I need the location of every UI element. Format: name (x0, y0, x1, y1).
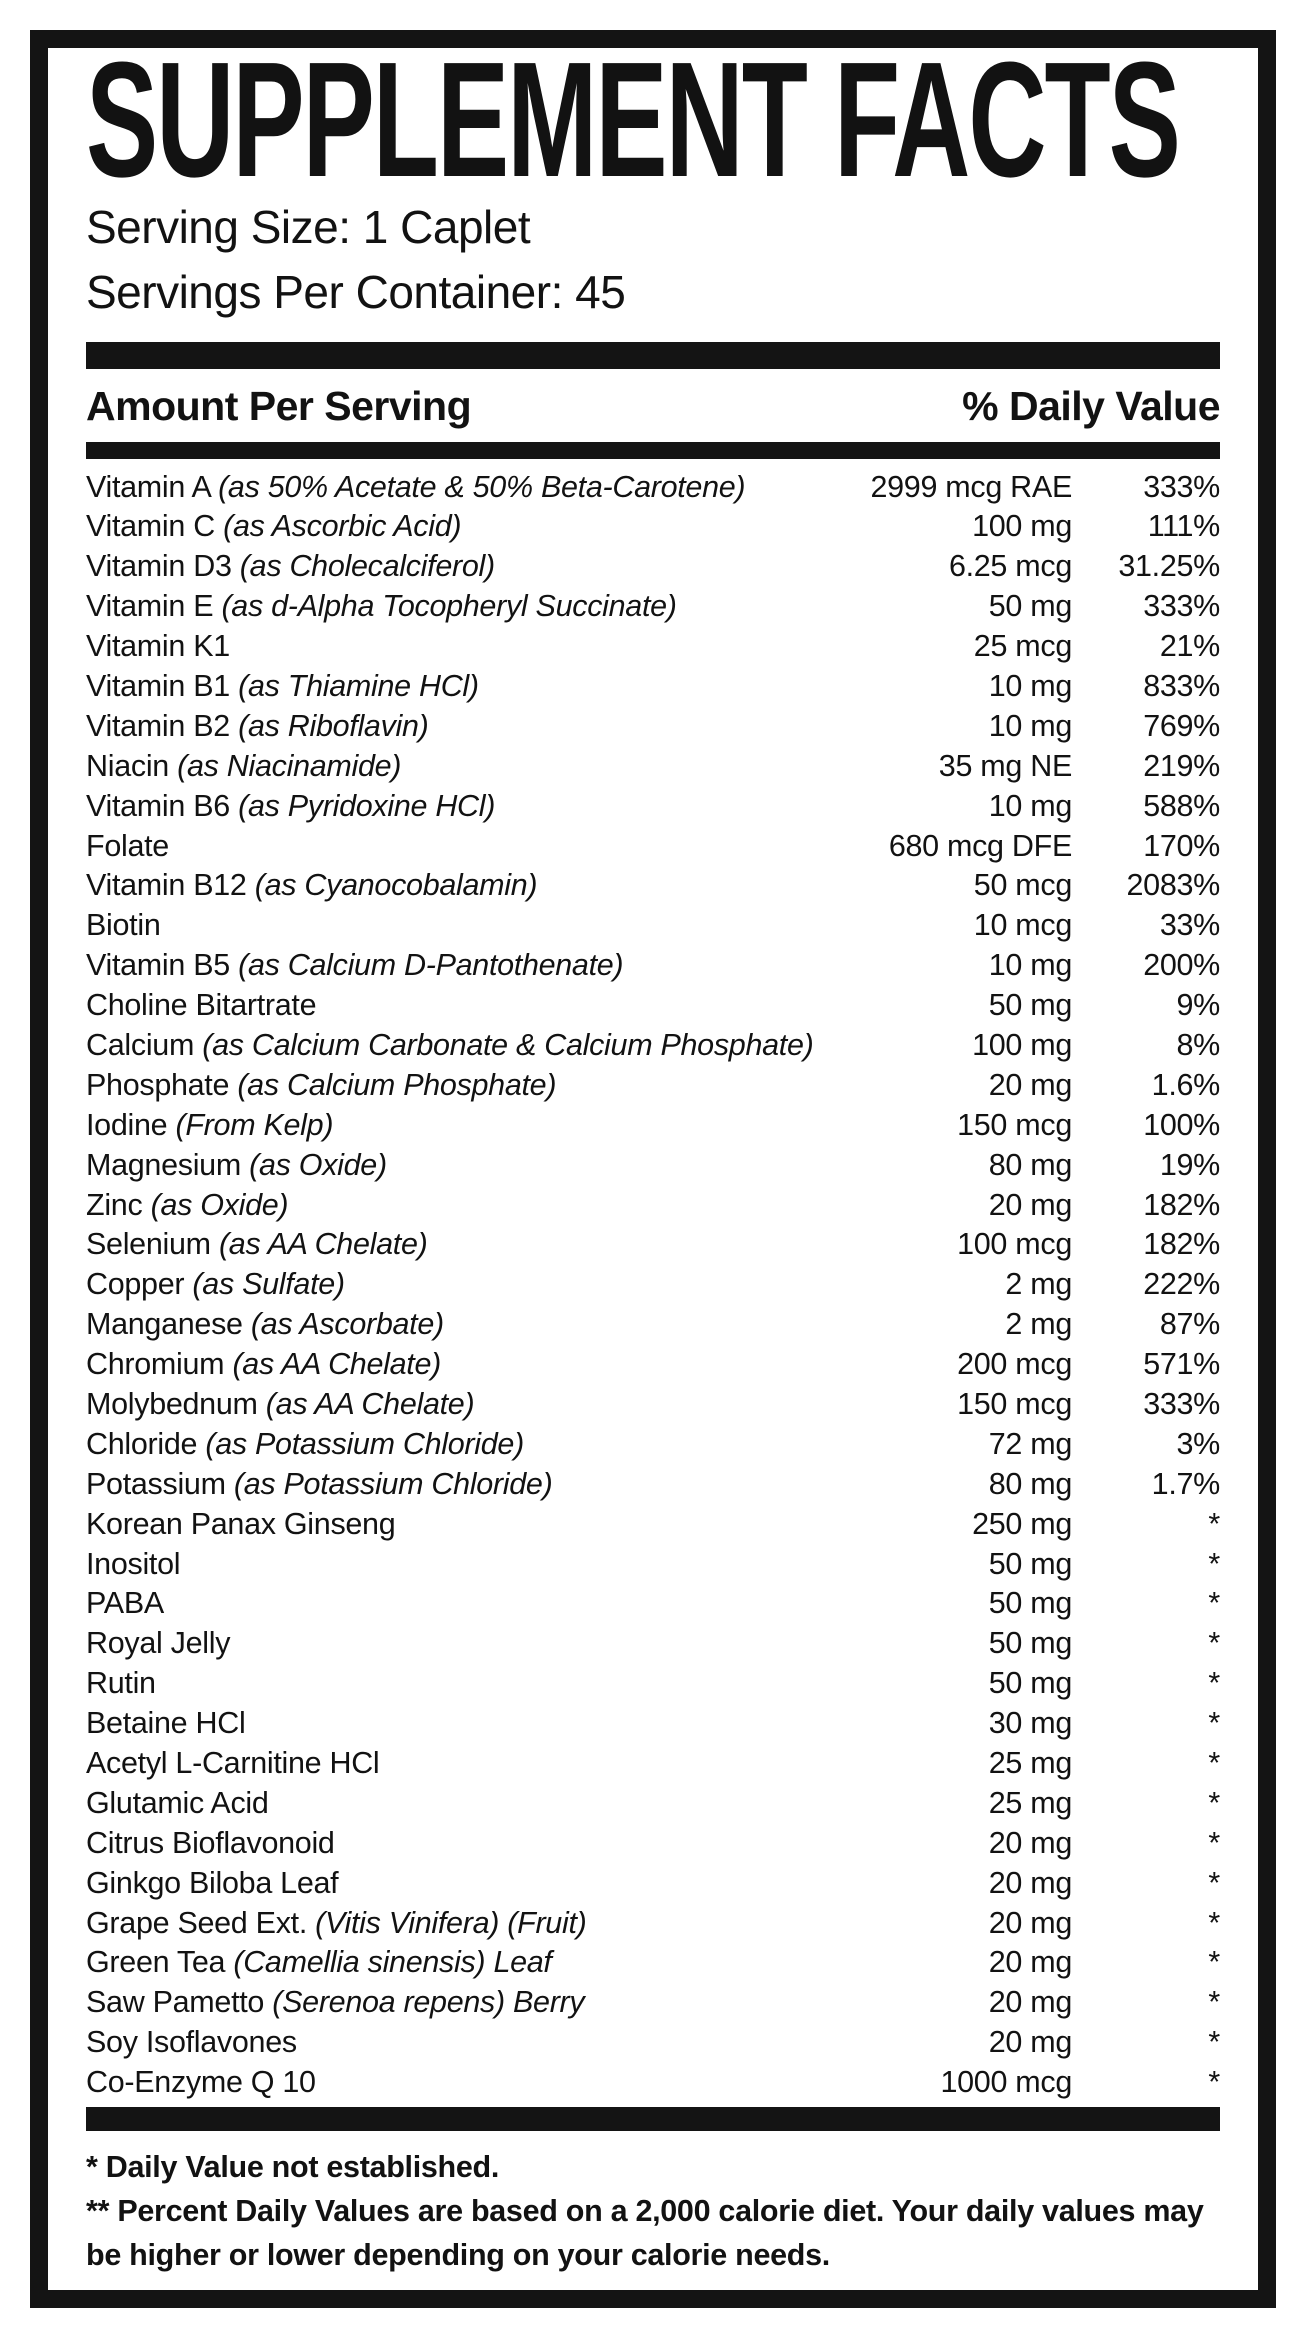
ingredient-name: Potassium (as Potassium Chloride) (86, 1466, 553, 1501)
ingredient-name: Vitamin B12 (as Cyanocobalamin) (86, 868, 538, 903)
ingredient-amount: 680 mcg DFE (888, 828, 1072, 863)
ingredient-daily-value: 31.25% (1118, 549, 1220, 584)
table-row (86, 906, 1220, 946)
ingredient-daily-value: * (1208, 2065, 1220, 2100)
table-row (86, 1624, 1220, 1664)
ingredient-amount: 10 mcg (973, 908, 1072, 943)
table-row (86, 587, 1220, 627)
ingredient-daily-value: 100% (1143, 1107, 1220, 1142)
ingredient-amount: 50 mg (988, 988, 1072, 1023)
table-row (86, 2063, 1220, 2103)
ingredient-amount: 2 mg (1005, 1307, 1072, 1342)
ingredient-amount: 2 mg (1005, 1267, 1072, 1302)
divider-bar-header (86, 442, 1220, 459)
ingredient-amount: 25 mcg (973, 629, 1072, 664)
ingredient-daily-value: * (1208, 1865, 1220, 1900)
footnote-percent-daily-values: ** Percent Daily Values are based on a 2,000 calorie diet. Your daily values may be higher or lower depending on your calorie needs. (86, 2193, 1204, 2273)
table-row (86, 1464, 1220, 1504)
ingredient-amount: 50 mg (988, 589, 1072, 624)
ingredient-amount: 20 mg (988, 1905, 1072, 1940)
ingredient-name: Glutamic Acid (86, 1785, 269, 1820)
ingredient-name: Copper (as Sulfate) (86, 1267, 345, 1302)
table-row (86, 1504, 1220, 1544)
ingredient-amount: 50 mg (988, 1666, 1072, 1701)
daily-value-header: % Daily Value (962, 383, 1220, 430)
ingredient-name: Acetyl L-Carnitine HCl (86, 1746, 380, 1780)
ingredient-amount: 6.25 mcg (948, 549, 1072, 584)
ingredient-amount: 25 mg (988, 1746, 1072, 1780)
ingredient-name: Korean Panax Ginseng (86, 1506, 396, 1541)
table-row (86, 1903, 1220, 1943)
ingredient-amount: 80 mg (988, 1466, 1072, 1501)
ingredient-amount: 20 mg (988, 2025, 1072, 2060)
table-row (86, 1424, 1220, 1464)
ingredient-name: Choline Bitartrate (86, 988, 317, 1023)
ingredient-amount: 20 mg (988, 1067, 1072, 1102)
table-row (86, 1744, 1220, 1784)
ingredient-amount: 20 mg (988, 1985, 1072, 2020)
page-title: SUPPLEMENT FACTS (86, 30, 1179, 211)
ingredient-name: Vitamin D3 (as Cholecalciferol) (86, 549, 495, 584)
ingredient-name: Betaine HCl (86, 1706, 246, 1741)
ingredient-amount: 100 mg (972, 1027, 1072, 1062)
ingredient-amount: 80 mg (988, 1147, 1072, 1182)
table-row (86, 1265, 1220, 1305)
ingredient-name: Folate (86, 828, 169, 863)
ingredient-daily-value: 333% (1143, 589, 1220, 624)
ingredient-amount: 25 mg (988, 1785, 1072, 1820)
ingredient-daily-value: * (1208, 1905, 1220, 1940)
ingredient-name: Biotin (86, 908, 161, 943)
ingredient-name: Iodine (From Kelp) (86, 1107, 334, 1142)
ingredient-name: Grape Seed Ext. (Vitis Vinifera) (Fruit) (86, 1905, 587, 1940)
ingredient-daily-value: * (1208, 1546, 1220, 1581)
ingredient-daily-value: 1.6% (1151, 1067, 1220, 1102)
table-row (86, 826, 1220, 866)
ingredient-daily-value: * (1208, 1626, 1220, 1661)
ingredient-daily-value: 19% (1159, 1147, 1220, 1182)
ingredient-amount: 20 mg (988, 1945, 1072, 1980)
table-row (86, 1065, 1220, 1105)
ingredient-name: Selenium (as AA Chelate) (86, 1227, 428, 1262)
ingredient-daily-value: 170% (1143, 828, 1220, 863)
ingredient-amount: 72 mg (988, 1426, 1072, 1461)
facts-table (86, 459, 1220, 2103)
table-row (86, 1983, 1220, 2023)
ingredient-daily-value: * (1208, 1506, 1220, 1541)
table-row (86, 866, 1220, 906)
ingredient-name: Co-Enzyme Q 10 (86, 2065, 316, 2100)
table-row (86, 1225, 1220, 1265)
ingredient-amount: 10 mg (988, 948, 1072, 983)
ingredient-daily-value: 3% (1176, 1426, 1220, 1461)
ingredient-name: Vitamin A (as 50% Acetate & 50% Beta-Carotene) (86, 469, 746, 504)
ingredient-daily-value: * (1208, 1985, 1220, 2020)
ingredient-daily-value: 87% (1159, 1307, 1220, 1342)
ingredient-amount: 150 mcg (957, 1386, 1072, 1421)
table-row (86, 2023, 1220, 2063)
ingredient-amount: 200 mcg (957, 1347, 1072, 1382)
ingredient-daily-value: 571% (1143, 1347, 1220, 1382)
ingredient-name: PABA (86, 1586, 164, 1621)
ingredient-daily-value: * (1208, 1785, 1220, 1820)
ingredient-name: Molybednum (as AA Chelate) (86, 1386, 475, 1421)
ingredient-daily-value: * (1208, 2025, 1220, 2060)
table-row (86, 986, 1220, 1026)
ingredient-name: Vitamin B6 (as Pyridoxine HCl) (86, 788, 496, 823)
ingredient-amount: 100 mcg (957, 1227, 1072, 1262)
ingredient-daily-value: 21% (1159, 629, 1220, 664)
ingredient-amount: 50 mcg (973, 868, 1072, 903)
ingredient-name: Inositol (86, 1546, 181, 1581)
ingredient-name: Soy Isoflavones (86, 2025, 297, 2060)
table-row (86, 547, 1220, 587)
ingredient-amount: 100 mg (972, 509, 1072, 544)
table-row (86, 1385, 1220, 1425)
ingredient-amount: 20 mg (988, 1865, 1072, 1900)
ingredient-name: Calcium (as Calcium Carbonate & Calcium Phosphate) (86, 1027, 814, 1062)
table-row (86, 1544, 1220, 1584)
table-row (86, 1584, 1220, 1624)
table-row (86, 1026, 1220, 1066)
ingredient-daily-value: 333% (1143, 1386, 1220, 1421)
ingredient-name: Chloride (as Potassium Chloride) (86, 1426, 524, 1461)
table-row (86, 1783, 1220, 1823)
ingredient-daily-value: 2083% (1126, 868, 1220, 903)
ingredient-name: Rutin (86, 1666, 156, 1701)
ingredient-daily-value: 33% (1159, 908, 1220, 943)
ingredient-name: Ginkgo Biloba Leaf (86, 1865, 339, 1900)
ingredient-amount: 50 mg (988, 1626, 1072, 1661)
ingredient-amount: 150 mcg (957, 1107, 1072, 1142)
table-row (86, 1145, 1220, 1185)
table-row (86, 1943, 1220, 1983)
footnote-daily-value: * Daily Value not established. (86, 2149, 500, 2184)
table-row (86, 1305, 1220, 1345)
ingredient-name: Magnesium (as Oxide) (86, 1147, 387, 1182)
ingredient-daily-value: 111% (1147, 509, 1220, 544)
ingredient-name: Royal Jelly (86, 1626, 231, 1661)
ingredient-amount: 2999 mcg RAE (870, 469, 1072, 504)
servings-per-container-text: Servings Per Container: 45 (86, 266, 626, 319)
ingredient-daily-value: 182% (1143, 1227, 1220, 1262)
ingredient-amount: 50 mg (988, 1546, 1072, 1581)
ingredient-name: Chromium (as AA Chelate) (86, 1347, 441, 1382)
ingredient-daily-value: 8% (1176, 1027, 1220, 1062)
ingredient-name: Vitamin C (as Ascorbic Acid) (86, 509, 462, 544)
table-row (86, 946, 1220, 986)
ingredient-daily-value: 222% (1143, 1267, 1220, 1302)
ingredient-daily-value: * (1208, 1746, 1220, 1780)
ingredient-daily-value: 200% (1143, 948, 1220, 983)
ingredient-name: Phosphate (as Calcium Phosphate) (86, 1067, 557, 1102)
divider-bar-bottom (86, 2107, 1220, 2131)
table-row (86, 1345, 1220, 1385)
table-row (86, 1823, 1220, 1863)
table-row (86, 1664, 1220, 1704)
ingredient-amount: 10 mg (988, 668, 1072, 703)
ingredient-daily-value: 333% (1143, 469, 1220, 504)
ingredient-daily-value: * (1208, 1666, 1220, 1701)
ingredient-name: Green Tea (Camellia sinensis) Leaf (86, 1945, 552, 1980)
table-row (86, 786, 1220, 826)
amount-per-serving-header: Amount Per Serving (86, 383, 472, 430)
serving-info (86, 198, 1220, 322)
ingredient-daily-value: * (1208, 1586, 1220, 1621)
ingredient-name: Zinc (as Oxide) (86, 1187, 289, 1222)
ingredient-name: Citrus Bioflavonoid (86, 1825, 335, 1860)
table-row (86, 667, 1220, 707)
ingredient-daily-value: 219% (1143, 748, 1220, 783)
ingredient-name: Niacin (as Niacinamide) (86, 748, 402, 783)
divider-bar-top (86, 342, 1220, 369)
ingredient-amount: 250 mg (972, 1506, 1072, 1541)
ingredient-daily-value: 1.7% (1151, 1466, 1220, 1501)
ingredient-daily-value: 588% (1143, 788, 1220, 823)
ingredient-amount: 30 mg (988, 1706, 1072, 1741)
table-row (86, 467, 1220, 507)
ingredient-daily-value: * (1208, 1706, 1220, 1741)
table-row (86, 1185, 1220, 1225)
ingredient-amount: 50 mg (988, 1586, 1072, 1621)
table-row (86, 627, 1220, 667)
ingredient-daily-value: * (1208, 1825, 1220, 1860)
table-row (86, 1863, 1220, 1903)
ingredient-name: Vitamin B5 (as Calcium D-Pantothenate) (86, 948, 624, 983)
ingredient-daily-value: * (1208, 1945, 1220, 1980)
table-row (86, 706, 1220, 746)
ingredient-name: Vitamin K1 (86, 629, 230, 664)
table-row (86, 1105, 1220, 1145)
ingredient-amount: 20 mg (988, 1825, 1072, 1860)
ingredient-amount: 1000 mcg (940, 2065, 1072, 2100)
table-row (86, 507, 1220, 547)
ingredient-name: Saw Pametto (Serenoa repens) Berry (86, 1985, 585, 2020)
ingredient-amount: 10 mg (988, 708, 1072, 743)
ingredient-daily-value: 769% (1143, 708, 1220, 743)
serving-size-text: Serving Size: 1 Caplet (86, 201, 531, 254)
ingredient-name: Vitamin B2 (as Riboflavin) (86, 708, 429, 743)
ingredient-name: Manganese (as Ascorbate) (86, 1307, 444, 1342)
ingredient-amount: 10 mg (988, 788, 1072, 823)
ingredient-name: Vitamin B1 (as Thiamine HCl) (86, 668, 479, 703)
ingredient-amount: 20 mg (988, 1187, 1072, 1222)
ingredient-amount: 35 mg NE (938, 748, 1072, 783)
ingredient-daily-value: 182% (1143, 1187, 1220, 1222)
ingredient-name: Vitamin E (as d-Alpha Tocopheryl Succinate) (86, 589, 677, 624)
table-row (86, 1704, 1220, 1744)
ingredient-daily-value: 833% (1143, 668, 1220, 703)
table-row (86, 746, 1220, 786)
footnotes (86, 2145, 1220, 2278)
table-column-header (86, 369, 1220, 442)
ingredient-daily-value: 9% (1176, 988, 1220, 1023)
supplement-facts-panel (30, 30, 1276, 2308)
